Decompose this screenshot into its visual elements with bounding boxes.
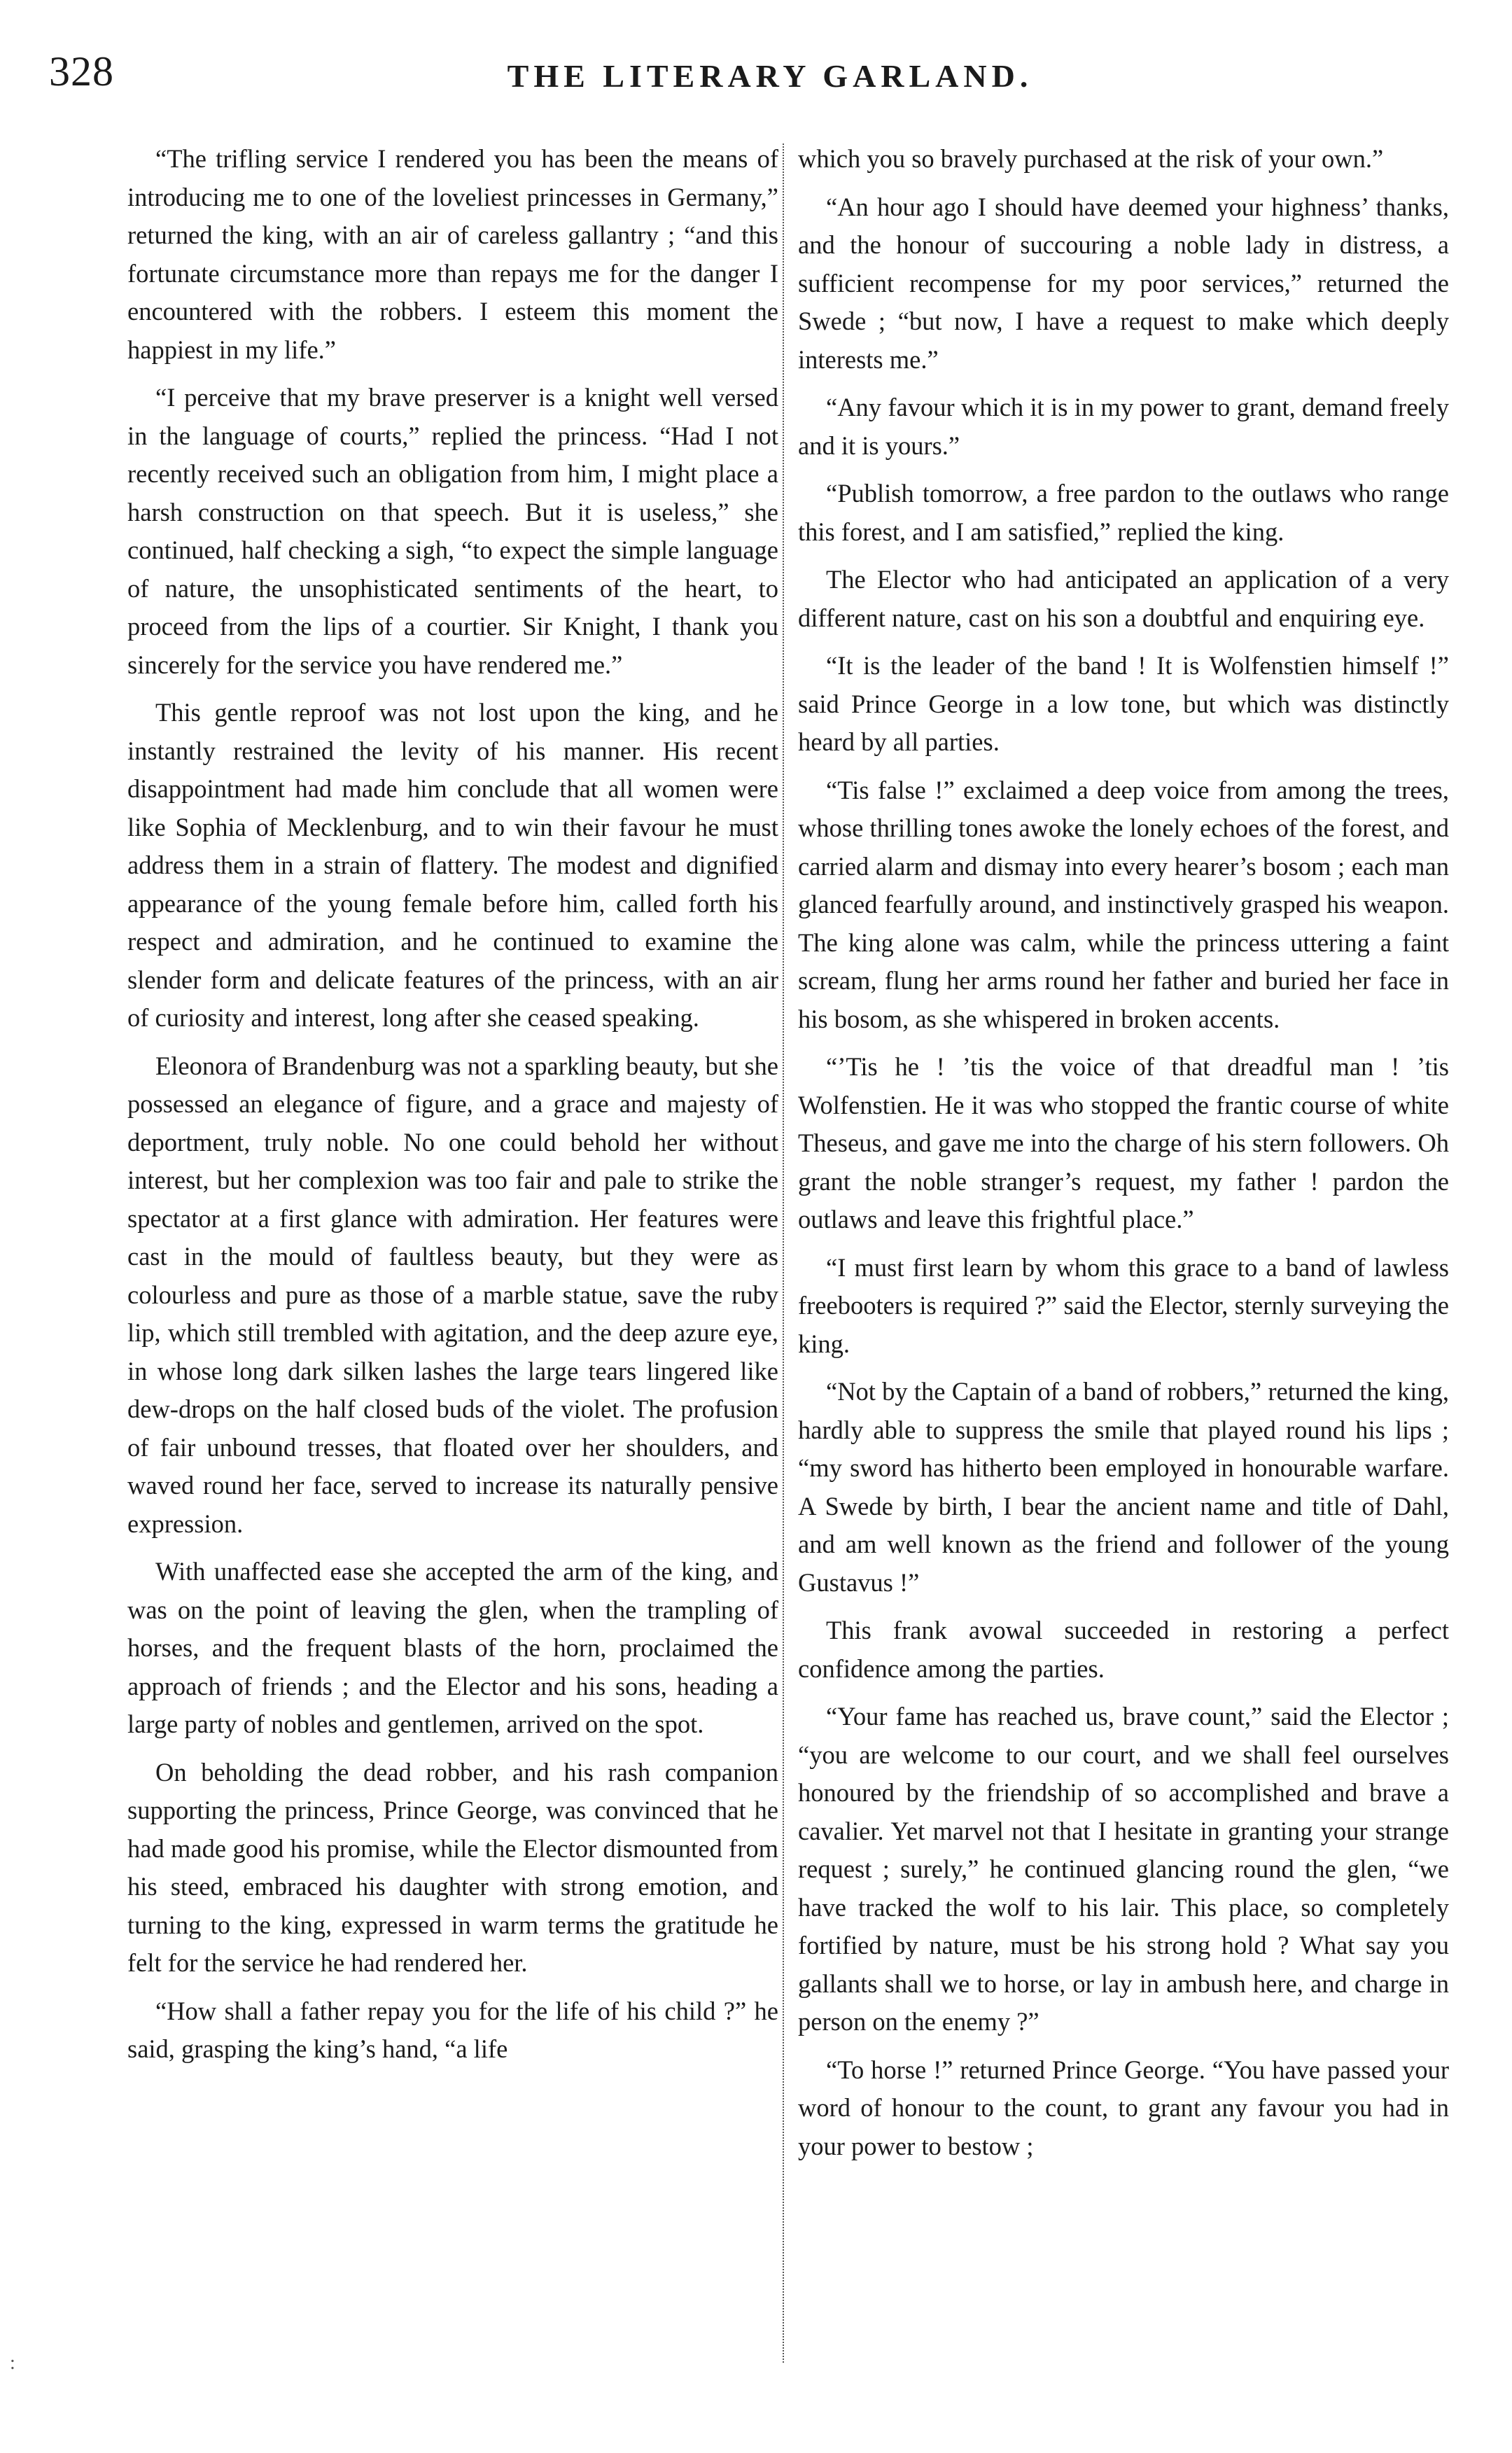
margin-mark: :	[10, 2352, 15, 2374]
paragraph: With unaffected ease she accepted the arm of the king, and was on the point of leaving the glen, when the trampling of horses, and the frequent blasts of the horn, proclaimed the approach of friends ; and the Elector and his sons, heading a large party of nobles and gentlemen, arrived on the spot.	[127, 1557, 778, 1738]
paragraph: “It is the leader of the band ! It is Wolfenstien himself !” said Prince George in a low tone, but which was distinctly heard by all parties.	[798, 651, 1449, 756]
paragraph: “The trifling service I rendered you has been the means of introducing me to one of the loveliest princesses in Germany,” returned the king, with an air of careless gallantry ; “and this fortunate circumstance more than repays me for the danger I encountered with the robbers. I esteem this moment the happiest in my life.”	[127, 144, 778, 364]
paragraph: “’Tis he ! ’tis the voice of that dreadful man ! ’tis Wolfenstien. He it was who stopped the frantic course of white Theseus, and gave me into the charge of his stern followers. Oh grant the noble stranger’s request, my father ! pardon the outlaws and leave this frightful place.”	[798, 1052, 1449, 1234]
right-column	[798, 140, 1449, 2175]
running-title: THE LITERARY GARLAND.	[507, 58, 1033, 94]
paragraph: “Not by the Captain of a band of robbers,” returned the king, hardly able to suppress the smile that played round his lips ; “my sword has hitherto been employed in honourable warfare. A Swede by birth, I bear the ancient name and title of Dahl, and am well known as the friend and follower of the young Gustavus !”	[798, 1377, 1449, 1597]
paragraph: “Publish tomorrow, a free pardon to the outlaws who range this forest, and I am satisfied,” replied the king.	[798, 479, 1449, 546]
paragraph: Eleonora of Brandenburg was not a sparkling beauty, but she possessed an elegance of figure, and a grace and majesty of deportment, truly noble. No one could behold her without interest, but her complexion was too fair and pale to strike the spectator at a first glance with admiration. Her features were cast in the mould of faultless beauty, but they were as colourless and pure as those of a marble statue, save the ruby lip, which still trembled with agitation, and the deep azure eye, in whose long dark silken lashes the large tears lingered like dew-drops on the half closed buds of the violet. The profusion of fair unbound tresses, that floated over her shoulders, and waved round her face, served to increase its naturally pensive expression.	[127, 1051, 778, 1538]
paragraph: “How shall a father repay you for the life of his child ?” he said, grasping the king’s hand, “a life	[127, 1996, 778, 2063]
paragraph: This gentle reproof was not lost upon the king, and he instantly restrained the levity of his manner. His recent disappointment had made him conclude that all women were like Sophia of Mecklenburg, and to win their favour he must address them in a strain of flattery. The modest and dignified appearance of the young female before him, called forth his respect and admiration, and he continued to examine the slender form and delicate features of the princess, with an air of curiosity and interest, long after she ceased speaking.	[127, 698, 778, 1032]
paragraph: “Tis false !” exclaimed a deep voice from among the trees, whose thrilling tones awoke the lonely echoes of the forest, and carried alarm and dismay into every hearer’s bosom ; each man glanced fearfully around, and instinctively grasped his weapon. The king alone was calm, while the princess uttering a faint scream, flung her arms round her father and buried her face in his bosom, as she whispered in broken accents.	[798, 775, 1449, 1033]
paragraph: “To horse !” returned Prince George. “You have passed your word of honour to the count, to grant any favour you had in your power to bestow ;	[798, 2055, 1449, 2160]
paragraph: The Elector who had anticipated an application of a very different nature, cast on his son a doubtful and enquiring eye.	[798, 565, 1449, 632]
paragraph: This frank avowal succeeded in restoring a perfect confidence among the parties.	[798, 1616, 1449, 1683]
left-column	[127, 140, 778, 2078]
paragraph: “Your fame has reached us, brave count,” said the Elector ; “you are welcome to our court, and we shall feel ourselves honoured by the friendship of so accomplished and brave a cavalier. Yet marvel not that I hesitate in granting your strange request ; surely,” he continued glancing round the glen, “we have tracked the wolf to his lair. This place, so completely fortified by nature, must be his strong hold ? What say you gallants shall we to horse, or lay in ambush here, and charge in person on the enemy ?”	[798, 1702, 1449, 2036]
paragraph: On beholding the dead robber, and his rash companion supporting the princess, Prince George, was convinced that he had made good his promise, while the Elector dismounted from his steed, embraced his daughter with strong emotion, and turning to the king, expressed in warm terms the gratitude he felt for the service he had rendered her.	[127, 1757, 778, 1977]
paragraph: “I perceive that my brave preserver is a knight well versed in the language of courts,” replied the princess. “Had I not recently received such an obligation from him, I might place a harsh construction on that speech. But it is useless,” she continued, half checking a sigh, “to expect the simple language of nature, the unsophisticated sentiments of the heart, to proceed from the lips of a courtier. Sir Knight, I thank you sincerely for the service you have rendered me.”	[127, 383, 778, 679]
paragraph: “An hour ago I should have deemed your highness’ thanks, and the honour of succouring a noble lady in distress, a sufficient recompense for my poor services,” returned the Swede ; “but now, I have a request to make which deeply interests me.”	[798, 192, 1449, 374]
column-divider	[783, 144, 784, 2363]
paragraph: which you so bravely purchased at the risk of your own.”	[798, 144, 1384, 173]
page-header	[49, 42, 1491, 119]
page-number: 328	[49, 48, 114, 95]
paragraph: “I must first learn by whom this grace to a band of lawless freebooters is required ?” said the Elector, sternly surveying the king.	[798, 1252, 1449, 1358]
paragraph: “Any favour which it is in my power to grant, demand freely and it is yours.”	[798, 393, 1449, 460]
